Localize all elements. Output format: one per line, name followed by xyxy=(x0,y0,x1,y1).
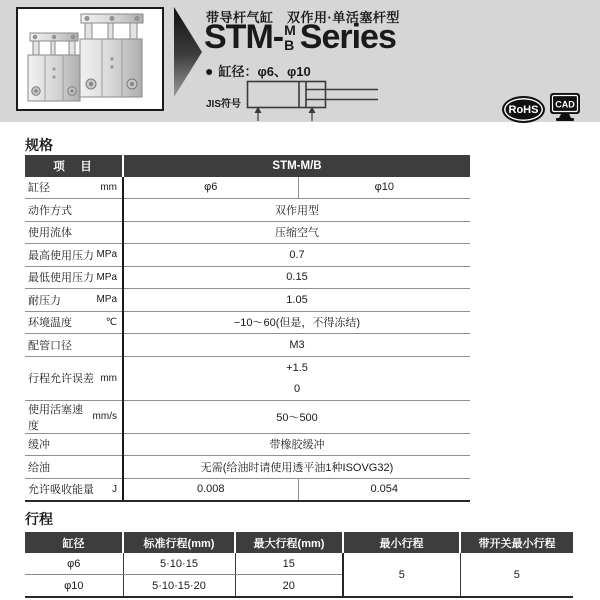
spec-label: 耐压力 xyxy=(28,294,61,307)
stroke-bore: φ10 xyxy=(25,575,123,598)
spec-section-title: 规格 xyxy=(25,137,53,153)
spec-row-action xyxy=(25,199,470,222)
spec-label: 使用活塞速度 xyxy=(28,403,83,432)
spec-value: 0.7 xyxy=(123,244,470,267)
cylinder-large xyxy=(80,14,143,97)
spec-label: 动作方式 xyxy=(28,204,72,217)
spec-value: M3 xyxy=(123,334,470,357)
spec-value-phi10: φ10 xyxy=(298,177,470,199)
spec-row-absorbed-energy: 允许吸收能量 J 0.008 0.054 xyxy=(25,478,470,501)
spec-value-phi6: 0.008 xyxy=(123,478,298,501)
spec-value-tolerance xyxy=(123,356,470,400)
spec-header-series: STM-M/B xyxy=(123,155,470,177)
spec-header-item: 项 目 xyxy=(25,155,123,177)
stroke-row-phi6 xyxy=(25,553,573,575)
spec-value: 0.15 xyxy=(123,266,470,289)
stroke-standard: 5·10·15·20 xyxy=(123,575,235,598)
stroke-col-standard: 标准行程(mm) xyxy=(123,532,235,553)
spec-row-lubrication xyxy=(25,456,470,479)
spec-row-port-size xyxy=(25,334,470,357)
spec-value-phi10: 0.054 xyxy=(298,478,470,501)
header-arrow-decoration xyxy=(174,7,202,97)
spec-value-phi6: φ6 xyxy=(123,177,298,199)
spec-label: 配管口径 xyxy=(28,339,72,352)
series-suffix: Series xyxy=(299,18,396,56)
spec-label: 给油 xyxy=(28,461,50,474)
stroke-header-row xyxy=(25,532,573,553)
bore-size-line xyxy=(205,61,311,80)
series-variant-stack xyxy=(284,23,296,54)
spec-row-min-pressure: 最低使用压力 MPa 0.15 xyxy=(25,266,470,289)
stroke-bore: φ6 xyxy=(25,553,123,575)
stroke-col-min: 最小行程 xyxy=(343,532,460,553)
spec-row-max-pressure: 最高使用压力 MPa 0.7 xyxy=(25,244,470,267)
spec-row-piston-speed: 使用活塞速度 mm/s 50～500 xyxy=(25,400,470,433)
spec-value: 50～500 xyxy=(123,400,470,433)
spec-label: 行程允许误差 xyxy=(28,373,94,385)
stroke-col-bore: 缸径 xyxy=(25,532,123,553)
stroke-max: 20 xyxy=(235,575,343,598)
spec-label: 缓冲 xyxy=(28,439,50,452)
stroke-standard: 5·10·15 xyxy=(123,553,235,575)
bullet-icon: ● xyxy=(205,62,214,79)
spec-label: 允许吸收能量 xyxy=(28,484,94,497)
tolerance-lower: 0 xyxy=(293,382,301,395)
bore-size-text: 缸径：φ6、φ10 xyxy=(218,64,311,79)
series-variant-m: M xyxy=(284,21,296,38)
cylinder-small xyxy=(28,33,80,101)
spec-row-stroke-tolerance: 行程允许误差 mm +1.5 0 xyxy=(25,356,470,400)
cad-badge-icon xyxy=(548,92,582,122)
tolerance-upper: +1.5 xyxy=(286,361,308,374)
series-prefix: STM- xyxy=(204,18,284,56)
spec-row-fluid xyxy=(25,221,470,244)
rohs-label: RoHS xyxy=(508,103,539,116)
header-band xyxy=(0,0,600,122)
product-illustration xyxy=(18,9,162,109)
spec-value: 双作用型 xyxy=(123,199,470,222)
spec-label: 最高使用压力 xyxy=(28,249,94,262)
spec-value: 无需(给油时请使用透平油1种ISOVG32) xyxy=(123,456,470,479)
stroke-col-max: 最大行程(mm) xyxy=(235,532,343,553)
product-subtitle: 带导杆气缸 双作用·单活塞杆型 xyxy=(206,10,400,25)
spec-row-proof-pressure: 耐压力 MPa 1.05 xyxy=(25,289,470,312)
product-photo xyxy=(16,7,164,111)
stroke-min-with-switch-value: 5 xyxy=(460,553,573,597)
spec-value: 带橡胶缓冲 xyxy=(123,433,470,456)
cad-label: CAD xyxy=(555,99,575,110)
spec-header-row xyxy=(25,155,470,177)
spec-table xyxy=(25,155,470,502)
spec-label: 最低使用压力 xyxy=(28,272,94,285)
spec-label: 缸径 xyxy=(28,182,50,195)
spec-value: −10～60(但是，不得冻结) xyxy=(123,311,470,334)
stroke-section-title: 行程 xyxy=(25,511,53,527)
stroke-min-value: 5 xyxy=(343,553,460,597)
series-title xyxy=(204,20,396,54)
spec-label: 使用流体 xyxy=(28,227,72,240)
spec-row-cushion xyxy=(25,433,470,456)
spec-row-temperature: 环境温度 ℃ −10～60(但是，不得冻结) xyxy=(25,311,470,334)
stroke-table xyxy=(25,532,573,598)
jis-cylinder-symbol-icon xyxy=(246,80,381,122)
rohs-badge xyxy=(502,96,545,123)
jis-symbol-label: JIS符号 xyxy=(206,99,242,110)
spec-value: 压缩空气 xyxy=(123,221,470,244)
spec-row-bore xyxy=(25,177,470,199)
spec-label: 环境温度 xyxy=(28,317,72,330)
stroke-max: 15 xyxy=(235,553,343,575)
spec-value: 1.05 xyxy=(123,289,470,312)
spec-unit: mm xyxy=(100,181,117,193)
series-variant-b: B xyxy=(284,37,295,53)
stroke-col-min-with-switch: 带开关最小行程 xyxy=(460,532,573,553)
